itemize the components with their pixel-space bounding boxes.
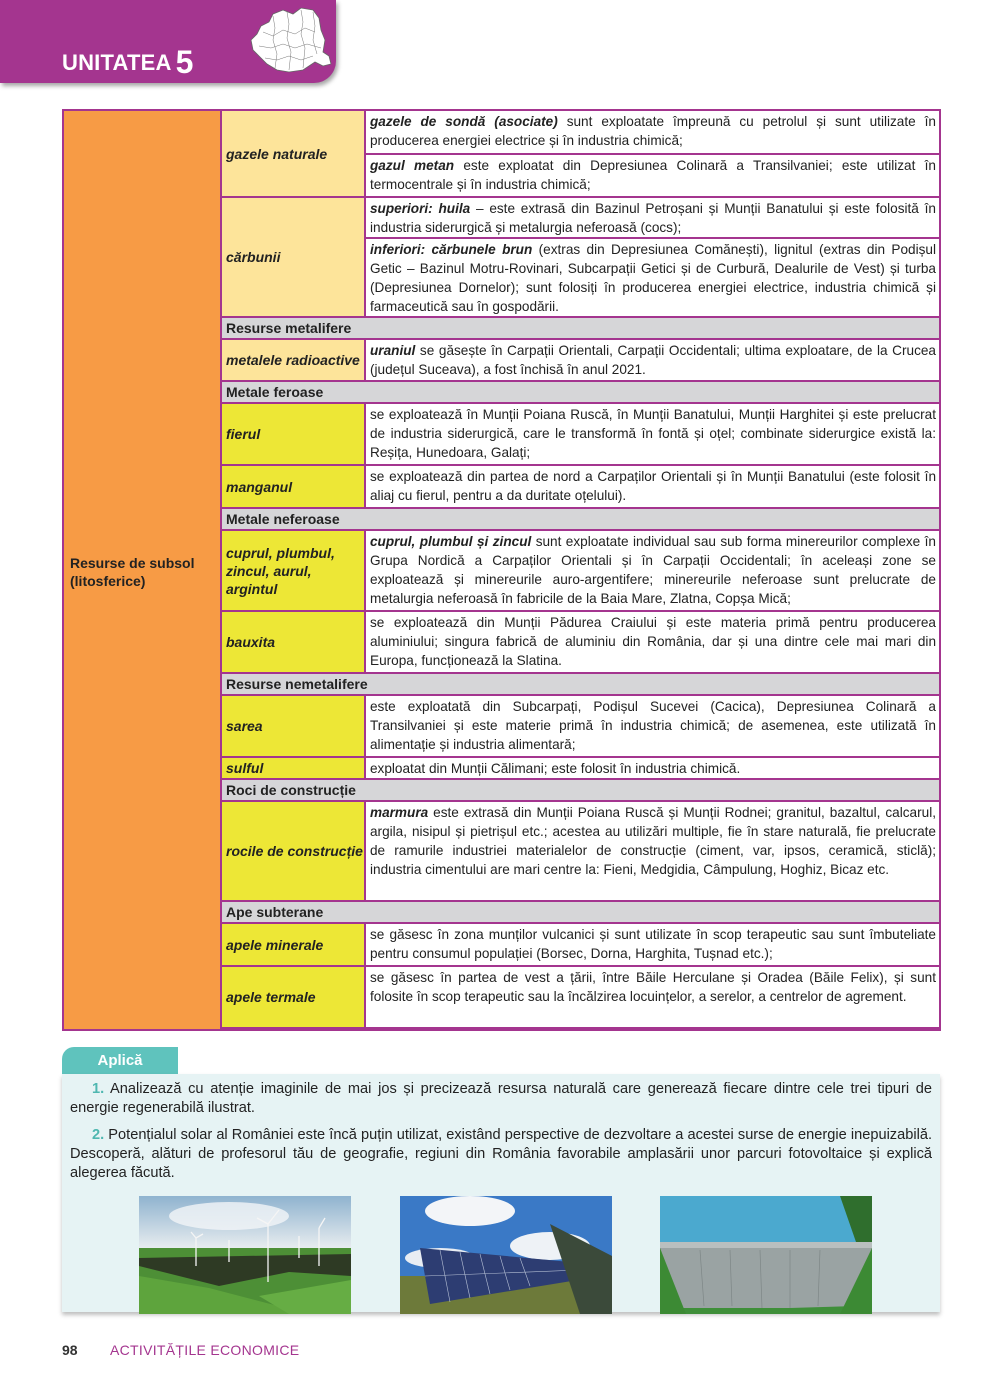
table-row (222, 612, 939, 674)
section-header: Resurse metalifere (222, 318, 939, 340)
description-group (366, 404, 939, 466)
section-header: Resurse nemetalifere (222, 674, 939, 696)
body-text: se găsesc în zona munților vulcanici și sunt utilizate în scop terapeutic sau sunt îmbuteliate pentru consumul populației (Borsec, Dorna, Harghita, Tușnad etc.); (370, 927, 936, 961)
category-cell: metalele radioactive (222, 340, 366, 382)
table-row (222, 111, 939, 198)
description-cell (366, 531, 939, 612)
description-group (366, 111, 939, 198)
item-text: Potențialul solar al României este încă puțin utilizat, existând perspective de dezvoltare a acestei surse de energie inepuizabilă. Descoperă, alături de profesorul tău de geografie, regiuni din România favorabile amplasării unor parcuri fotovoltaice și explică alegerea făcută. (70, 1127, 932, 1181)
body-text: se găsește în Carpații Orientali, Carpații Occidentali; ultima exploatare, de la Crucea (județul Suceava), a fost închisă în anul 2021. (370, 343, 936, 377)
item-text: Analizează cu atenție imaginile de mai jos și precizează resursa naturală care generează fiecare dintre cele trei tipuri de energie regenerabilă ilustrat. (70, 1081, 932, 1116)
body-text: – este extrasă din Bazinul Petroșani și Munții Banatului și este folosită în industria siderurgică și metalurgia neferoasă (cocs); (370, 201, 936, 235)
unit-number: 5 (175, 44, 194, 80)
table-row (222, 466, 939, 509)
category-cell: fierul (222, 404, 366, 466)
aplica-item-2 (70, 1126, 932, 1183)
section-header: Roci de construcție (222, 780, 939, 802)
aplica-item-1 (70, 1080, 932, 1118)
body-text: se găsesc în partea de vest a țării, între Băile Herculane și Oradea (Băile Felix), și sunt folosite în scop terapeutic sau la încălzirea locuințelor, a serelor, a centrelor de agrement. (370, 970, 936, 1004)
description-group (366, 802, 939, 902)
resources-table (62, 109, 941, 1031)
hydro-dam-photo (660, 1196, 872, 1314)
body-text: este exploatată din Subcarpați, Podișul Sucevei (Cacica), Depresiunea Colinară a Transilvaniei și este materie primă în industria chimică; de asemenea, este utilizată în alimentație și industria alimentară; (370, 699, 936, 752)
body-text: sunt exploatate individual sau sub forma minereurilor complexe în Grupa Nordică a Carpaților Orientali și în Carpații Occidentali; în aceleași zone se exploatează și minereurile auro-argentifere; minereurile neferoase sunt prelucrate de metalurgia neferoasă în fabricile de la Baia Mare, Zlatna, Copșa Mică; (370, 534, 936, 606)
emphasis-text: inferiori: cărbunele brun (370, 242, 533, 257)
body-text: se exploatează din Munții Pădurea Craiului și este materia primă pentru producerea aluminiului; singura fabrică de aluminiu din România, dar și una dintre cele mai mari din Europa, funcționează la Slatina. (370, 615, 936, 668)
unit-label: UNITATEA (62, 50, 172, 75)
body-text: este exploatat din Depresiunea Colinară a Transilvaniei; este utilizat în termocentrale și în industria chimică; (370, 157, 936, 192)
body-text: se exploatează din partea de nord a Carpaților Orientali și în Munții Banatului (este folosit în aliaj cu fierul, pentru a da duritate oțelului). (370, 469, 936, 503)
section-header: Metale feroase (222, 382, 939, 404)
solar-panels-photo (400, 1196, 612, 1314)
description-cell (366, 758, 939, 780)
emphasis-text: gazul metan (370, 157, 455, 173)
category-cell: rocile de construcție (222, 802, 366, 902)
body-text: este extrasă din Munții Poiana Ruscă și Munții Rodnei; granitul, bazaltul, calcarul, argila, nisipul și pietrișul etc.; acestea au utilizări multiple, fie în stare naturală, fie prelucrate de ramurile industriei materialelor de construcție (ciment, var, ipsos, ceramică, sticlă); industria cimentului are mari centre la: Fieni, Medgidia, Câmpulung, Hoghiz, Bicaz etc. (370, 805, 936, 877)
table-row (222, 531, 939, 612)
body-text: exploatat din Munții Călimani; este folosit în industria chimică. (370, 761, 741, 776)
description-group (366, 466, 939, 509)
description-cell (366, 466, 939, 509)
table-rows (222, 111, 939, 1029)
page-number: 98 (62, 1342, 78, 1358)
description-cell (366, 239, 939, 318)
main-category-label: Resurse de subsol (litosferice) (70, 555, 195, 589)
category-cell: bauxita (222, 612, 366, 674)
description-cell (366, 696, 939, 758)
description-cell (366, 924, 939, 967)
description-group (366, 612, 939, 674)
table-row (222, 967, 939, 1029)
unit-banner (0, 0, 336, 83)
body-text: se exploatează în Munții Poiana Ruscă, în Munții Banatului, Munții Harghitei și este prelucrat de industria siderurgică, care le transformă în fontă și oțel; combinate siderurgice există la: Reșița, Hunedoara, Galați; (370, 407, 936, 460)
description-cell (366, 967, 939, 1029)
description-group (366, 531, 939, 612)
description-cell (366, 111, 939, 155)
table-row (222, 340, 939, 382)
description-group (366, 967, 939, 1029)
wind-farm-photo (139, 1196, 351, 1314)
table-row (222, 198, 939, 318)
emphasis-text: gazele de sondă (asociate) (370, 114, 558, 129)
unit-title (62, 44, 194, 81)
body-text: (extras din Depresiunea Comănești), lignitul (extras din Podișul Getic – Bazinul Motru-Rovinari, Subcarpații Getici și de Curbură, Dealurile de Vest) și turba (Depresiunea Dornelor); sunt folosiți în producerea energiei electrice, industria chimică și farmaceutică sau în gospodării. (370, 242, 936, 314)
emphasis-text: uraniul (370, 343, 416, 358)
category-cell: apele termale (222, 967, 366, 1029)
table-row (222, 924, 939, 967)
description-group (366, 924, 939, 967)
category-cell: sarea (222, 696, 366, 758)
body-text: sunt exploatate împreună cu petrolul și sunt utilizate în producerea energiei electrice și în industria chimică; (370, 114, 936, 148)
section-header: Metale neferoase (222, 509, 939, 531)
category-cell: manganul (222, 466, 366, 509)
description-cell (366, 198, 939, 239)
description-cell (366, 404, 939, 466)
romania-map-icon (243, 4, 335, 76)
description-group (366, 198, 939, 318)
aplica-tab: Aplică (62, 1047, 178, 1074)
table-row (222, 802, 939, 902)
category-cell: gazele naturale (222, 111, 366, 198)
description-cell (366, 802, 939, 902)
item-number: 2. (92, 1127, 105, 1143)
category-cell: cărbunii (222, 198, 366, 318)
table-row (222, 758, 939, 780)
description-group (366, 758, 939, 780)
description-group (366, 340, 939, 382)
table-row (222, 404, 939, 466)
chapter-title: ACTIVITĂȚILE ECONOMICE (110, 1342, 300, 1358)
emphasis-text: superiori: huila (370, 201, 471, 216)
emphasis-text: marmura (370, 805, 429, 820)
category-cell: sulful (222, 758, 366, 780)
main-category-cell (64, 111, 222, 1029)
description-group (366, 696, 939, 758)
description-cell (366, 612, 939, 674)
section-header: Ape subterane (222, 902, 939, 924)
description-cell (366, 340, 939, 382)
category-cell: apele minerale (222, 924, 366, 967)
item-number: 1. (92, 1081, 105, 1097)
table-row (222, 696, 939, 758)
emphasis-text: cuprul, plumbul și zincul (370, 534, 532, 549)
description-cell (366, 155, 939, 199)
category-cell: cuprul, plumbul, zincul, aurul, argintul (222, 531, 366, 612)
